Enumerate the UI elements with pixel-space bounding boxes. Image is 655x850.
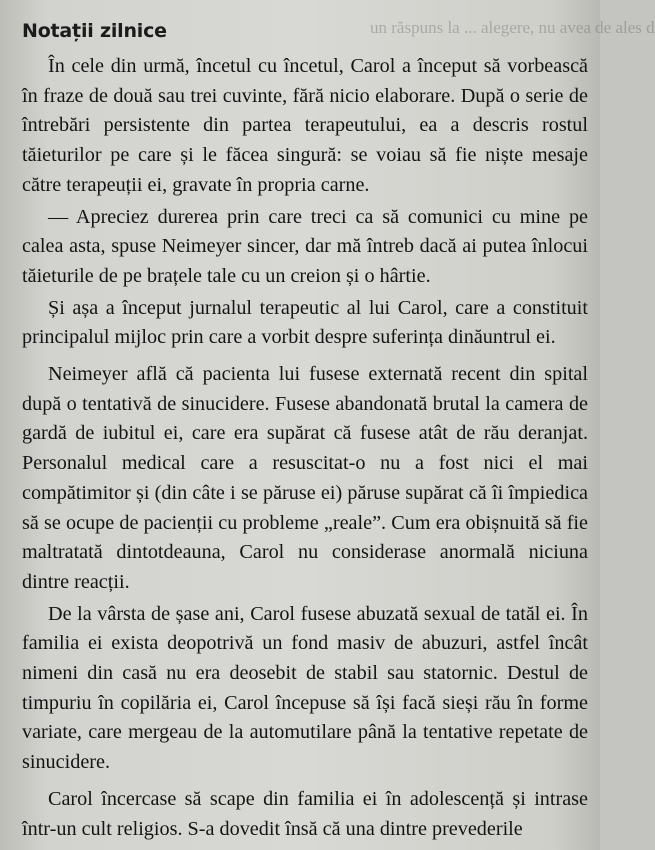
body-text [22, 52, 588, 844]
paragraph: De la vârsta de șase ani, Carol fusese abuzată sexual de tatăl ei. În familia ei exista deopotrivă un fond masiv de abuzuri, astfel încât nimeni din casă nu era deosebit de stabil sau statornic. Destul de timpuriu în copilăria ei, Carol începuse să își facă sieși rău în forme variate, care mergeau de la automutilare până la tentative repetate de sinucidere. [22, 602, 588, 774]
bleed-through-text: un răspuns la ... alegere, nu avea de ales d [370, 18, 655, 37]
paragraph: Și așa a început jurnalul terapeutic al lui Carol, care a constituit principalul mijloc prin care a vorbit despre suferința dinăuntrul ei. [22, 296, 588, 349]
section-heading: Notații zilnice [22, 20, 167, 42]
paragraph: Neimeyer află că pacienta lui fusese externată recent din spital după o tentativă de sinucidere. Fusese abandonată brutal la camera de gardă de iubitul ei, care era supărat că fusese atât de rău deranjat. Personalul medical care a resuscitat-o nu a fost nici el mai compătimitor și (din câte i se păruse ei) păruse supărat că îi împiedica să se ocupe de pacienții cu probleme „reale”. Cum era obișnuită să fie maltratată dintotdeauna, Carol nu considerase anormală niciuna dintre reacții. [22, 363, 588, 593]
paragraph: — Apreciez durerea prin care treci ca să comunici cu mine pe calea asta, spuse Neimeyer sincer, dar mă întreb dacă ai putea înlocui tăieturile de pe brațele tale cu un creion și o hârtie. [22, 205, 588, 287]
paragraph: Carol încercase să scape din familia ei în adolescență și intrase într-un cult religios. S-a dovedit însă că una dintre prevederile [22, 787, 588, 840]
paragraph: În cele din urmă, încetul cu încetul, Carol a început să vorbească în fraze de două sau trei cuvinte, fără nicio elaborare. După o serie de întrebări persistente din partea terapeutului, ea a descris rostul tăieturilor pe care și le făcea singură: se voiau să fie niște mesaje către terapeuții ei, gravate în propria carne. [22, 55, 588, 196]
